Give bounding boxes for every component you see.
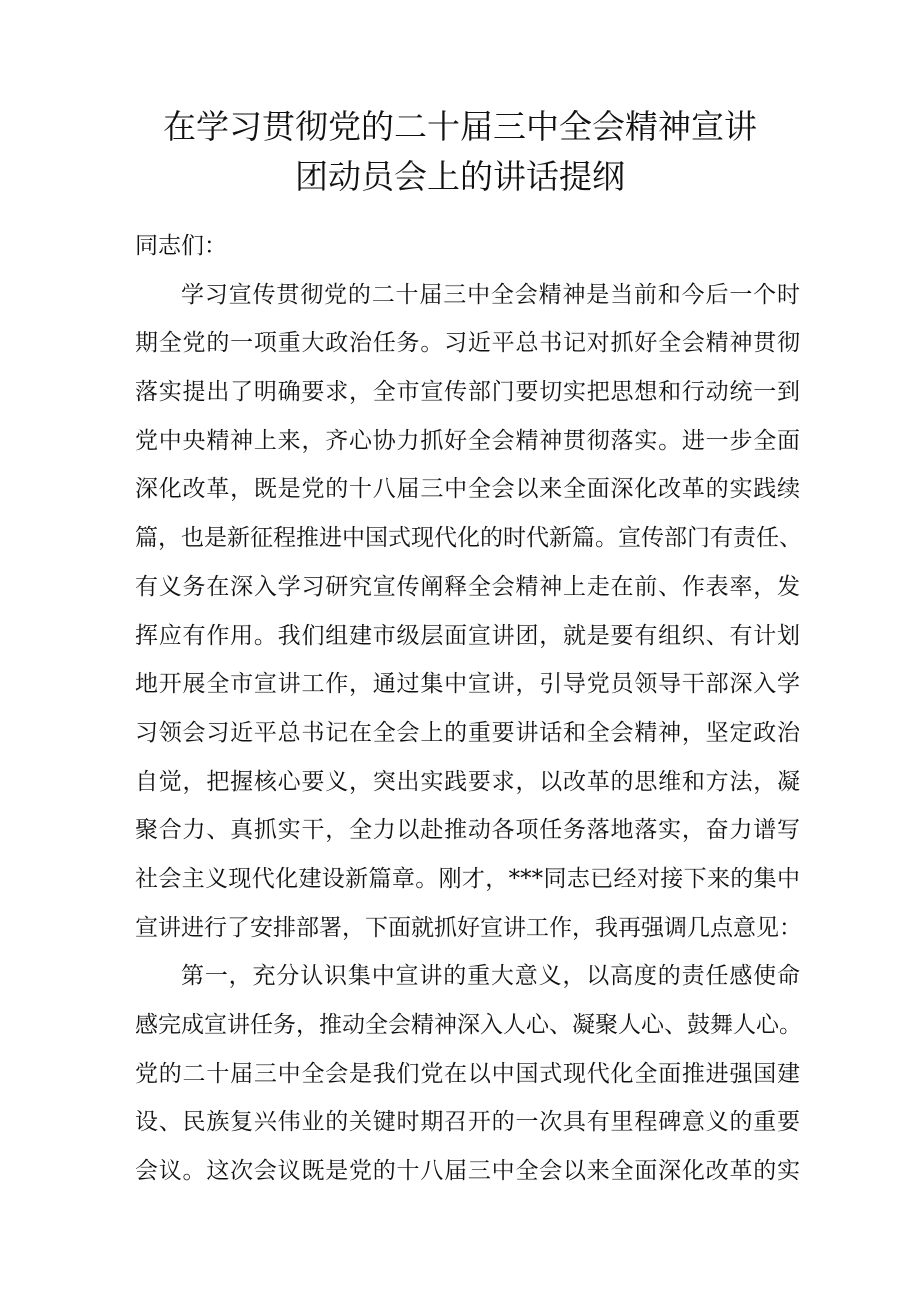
document-title-line-1: 在学习贯彻党的二十届三中全会精神宣讲 (163, 107, 757, 146)
paragraph-1-line: 期全党的一项重大政治任务。习近平总书记对抓好全会精神贯彻 (135, 330, 800, 357)
paragraph-1-line: 习领会习近平总书记在全会上的重要讲话和全会精神，坚定政治 (135, 719, 800, 746)
paragraph-2-line: 设、民族复兴伟业的关键时期召开的一次具有里程碑意义的重要 (135, 1109, 800, 1136)
paragraph-1-line: 落实提出了明确要求，全市宣传部门要切实把思想和行动统一到 (135, 379, 800, 406)
paragraph-1-line: 挥应有作用。我们组建市级层面宣讲团，就是要有组织、有计划 (135, 622, 800, 649)
paragraph-1-line: 自觉，把握核心要义，突出实践要求，以改革的思维和方法，凝 (135, 768, 800, 795)
paragraph-1-line: 党中央精神上来，齐心协力抓好全会精神贯彻落实。进一步全面 (135, 427, 800, 454)
paragraph-1-line: 有义务在深入学习研究宣传阐释全会精神上走在前、作表率，发 (135, 573, 800, 600)
document-title-line-2: 团动员会上的讲话提纲 (295, 157, 625, 196)
paragraph-1-line: 宣讲进行了安排部署，下面就抓好宣讲工作，我再强调几点意见： (135, 914, 802, 941)
paragraph-2-line: 感完成宣讲任务，推动全会精神深入人心、凝聚人心、鼓舞人心。 (135, 1012, 802, 1038)
paragraph-1-line: 深化改革，既是党的十八届三中全会以来全面深化改革的实践续 (135, 476, 800, 503)
document-body (135, 222, 800, 1196)
paragraph-2-line: 会议。这次会议既是党的十八届三中全会以来全面深化改革的实 (135, 1158, 800, 1185)
paragraph-2-line: 第一，充分认识集中宣讲的重大意义，以高度的责任感使命 (181, 963, 800, 990)
paragraph-1-line: 篇，也是新征程推进中国式现代化的时代新篇。宣传部门有责任、 (135, 525, 802, 552)
paragraph-1-line: 社会主义现代化建设新篇章。刚才，***同志已经对接下来的集中 (135, 865, 800, 892)
paragraph-1-line: 学习宣传贯彻党的二十届三中全会精神是当前和今后一个时 (181, 281, 800, 308)
salutation: 同志们： (135, 233, 227, 259)
paragraph-1-line: 地开展全市宣讲工作，通过集中宣讲，引导党员领导干部深入学 (135, 671, 800, 698)
paragraph-1-line: 聚合力、真抓实干，全力以赴推动各项任务落地落实，奋力谱写 (135, 817, 800, 844)
paragraph-2-line: 党的二十届三中全会是我们党在以中国式现代化全面推进强国建 (135, 1060, 800, 1087)
